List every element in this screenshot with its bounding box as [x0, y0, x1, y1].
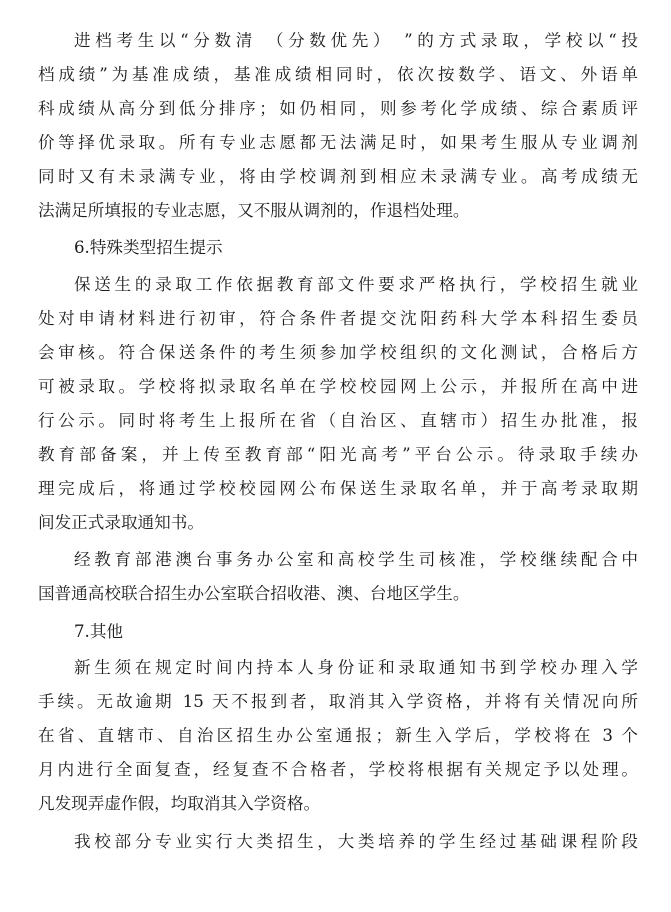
paragraph-line: 手续。无故逾期 15 天不报到者，取消其入学资格，并将有关情况向所 — [38, 692, 638, 711]
paragraph-line: 会审核。符合保送条件的考生须参加学校组织的文化测试，合格后方 — [38, 343, 638, 362]
paragraph-line: 理完成后，将通过学校校园网公布保送生录取名单，并于高考录取期 — [38, 479, 638, 498]
paragraph-line: 间发正式录取通知书。 — [38, 513, 204, 532]
paragraph-line: 进档考生以“分数清 （分数优先） ”的方式录取，学校以“投 — [74, 31, 638, 50]
paragraph-line: 在省、直辖市、自治区招生办公室通报；新生入学后，学校将在 3 个 — [38, 726, 638, 745]
paragraph-line: 月内进行全面复查，经复查不合格者，学校将根据有关规定予以处理。 — [38, 760, 638, 779]
paragraph-line: 行公示。同时将考生上报所在省（自治区、直辖市）招生办批准，报 — [38, 411, 638, 430]
paragraph-line: 价等择优录取。所有专业志愿都无法满足时，如果考生服从专业调剂 — [38, 133, 638, 152]
paragraph-line: 档成绩”为基准成绩，基准成绩相同时，依次按数学、语文、外语单 — [38, 65, 638, 84]
paragraph-line: 凡发现弄虚作假，均取消其入学资格。 — [38, 794, 321, 813]
paragraph-line: 处对申请材料进行初审，符合条件者提交沈阳药科大学本科招生委员 — [38, 309, 638, 328]
paragraph-line: 保送生的录取工作依据教育部文件要求严格执行，学校招生就业 — [74, 275, 638, 294]
section-heading: 7.其他 — [74, 622, 124, 641]
paragraph-line: 教育部备案，并上传至教育部“阳光高考”平台公示。待录取手续办 — [38, 445, 638, 464]
section-heading: 6.特殊类型招生提示 — [74, 238, 223, 257]
paragraph-line: 同时又有未录满专业，将由学校调剂到相应未录满专业。高考成绩无 — [38, 167, 638, 186]
paragraph-line: 法满足所填报的专业志愿，又不服从调剂的，作退档处理。 — [38, 201, 470, 220]
paragraph-line: 我校部分专业实行大类招生，大类培养的学生经过基础课程阶段 — [74, 832, 638, 851]
paragraph-line: 可被录取。学校将拟录取名单在学校校园网上公示，并报所在高中进 — [38, 377, 638, 396]
paragraph-line: 经教育部港澳台事务办公室和高校学生司核准，学校继续配合中 — [74, 550, 638, 569]
paragraph-line: 新生须在规定时间内持本人身份证和录取通知书到学校办理入学 — [74, 658, 638, 677]
paragraph-line: 科成绩从高分到低分排序；如仍相同，则参考化学成绩、综合素质评 — [38, 99, 638, 118]
paragraph-line: 国普通高校联合招生办公室联合招收港、澳、台地区学生。 — [38, 584, 470, 603]
